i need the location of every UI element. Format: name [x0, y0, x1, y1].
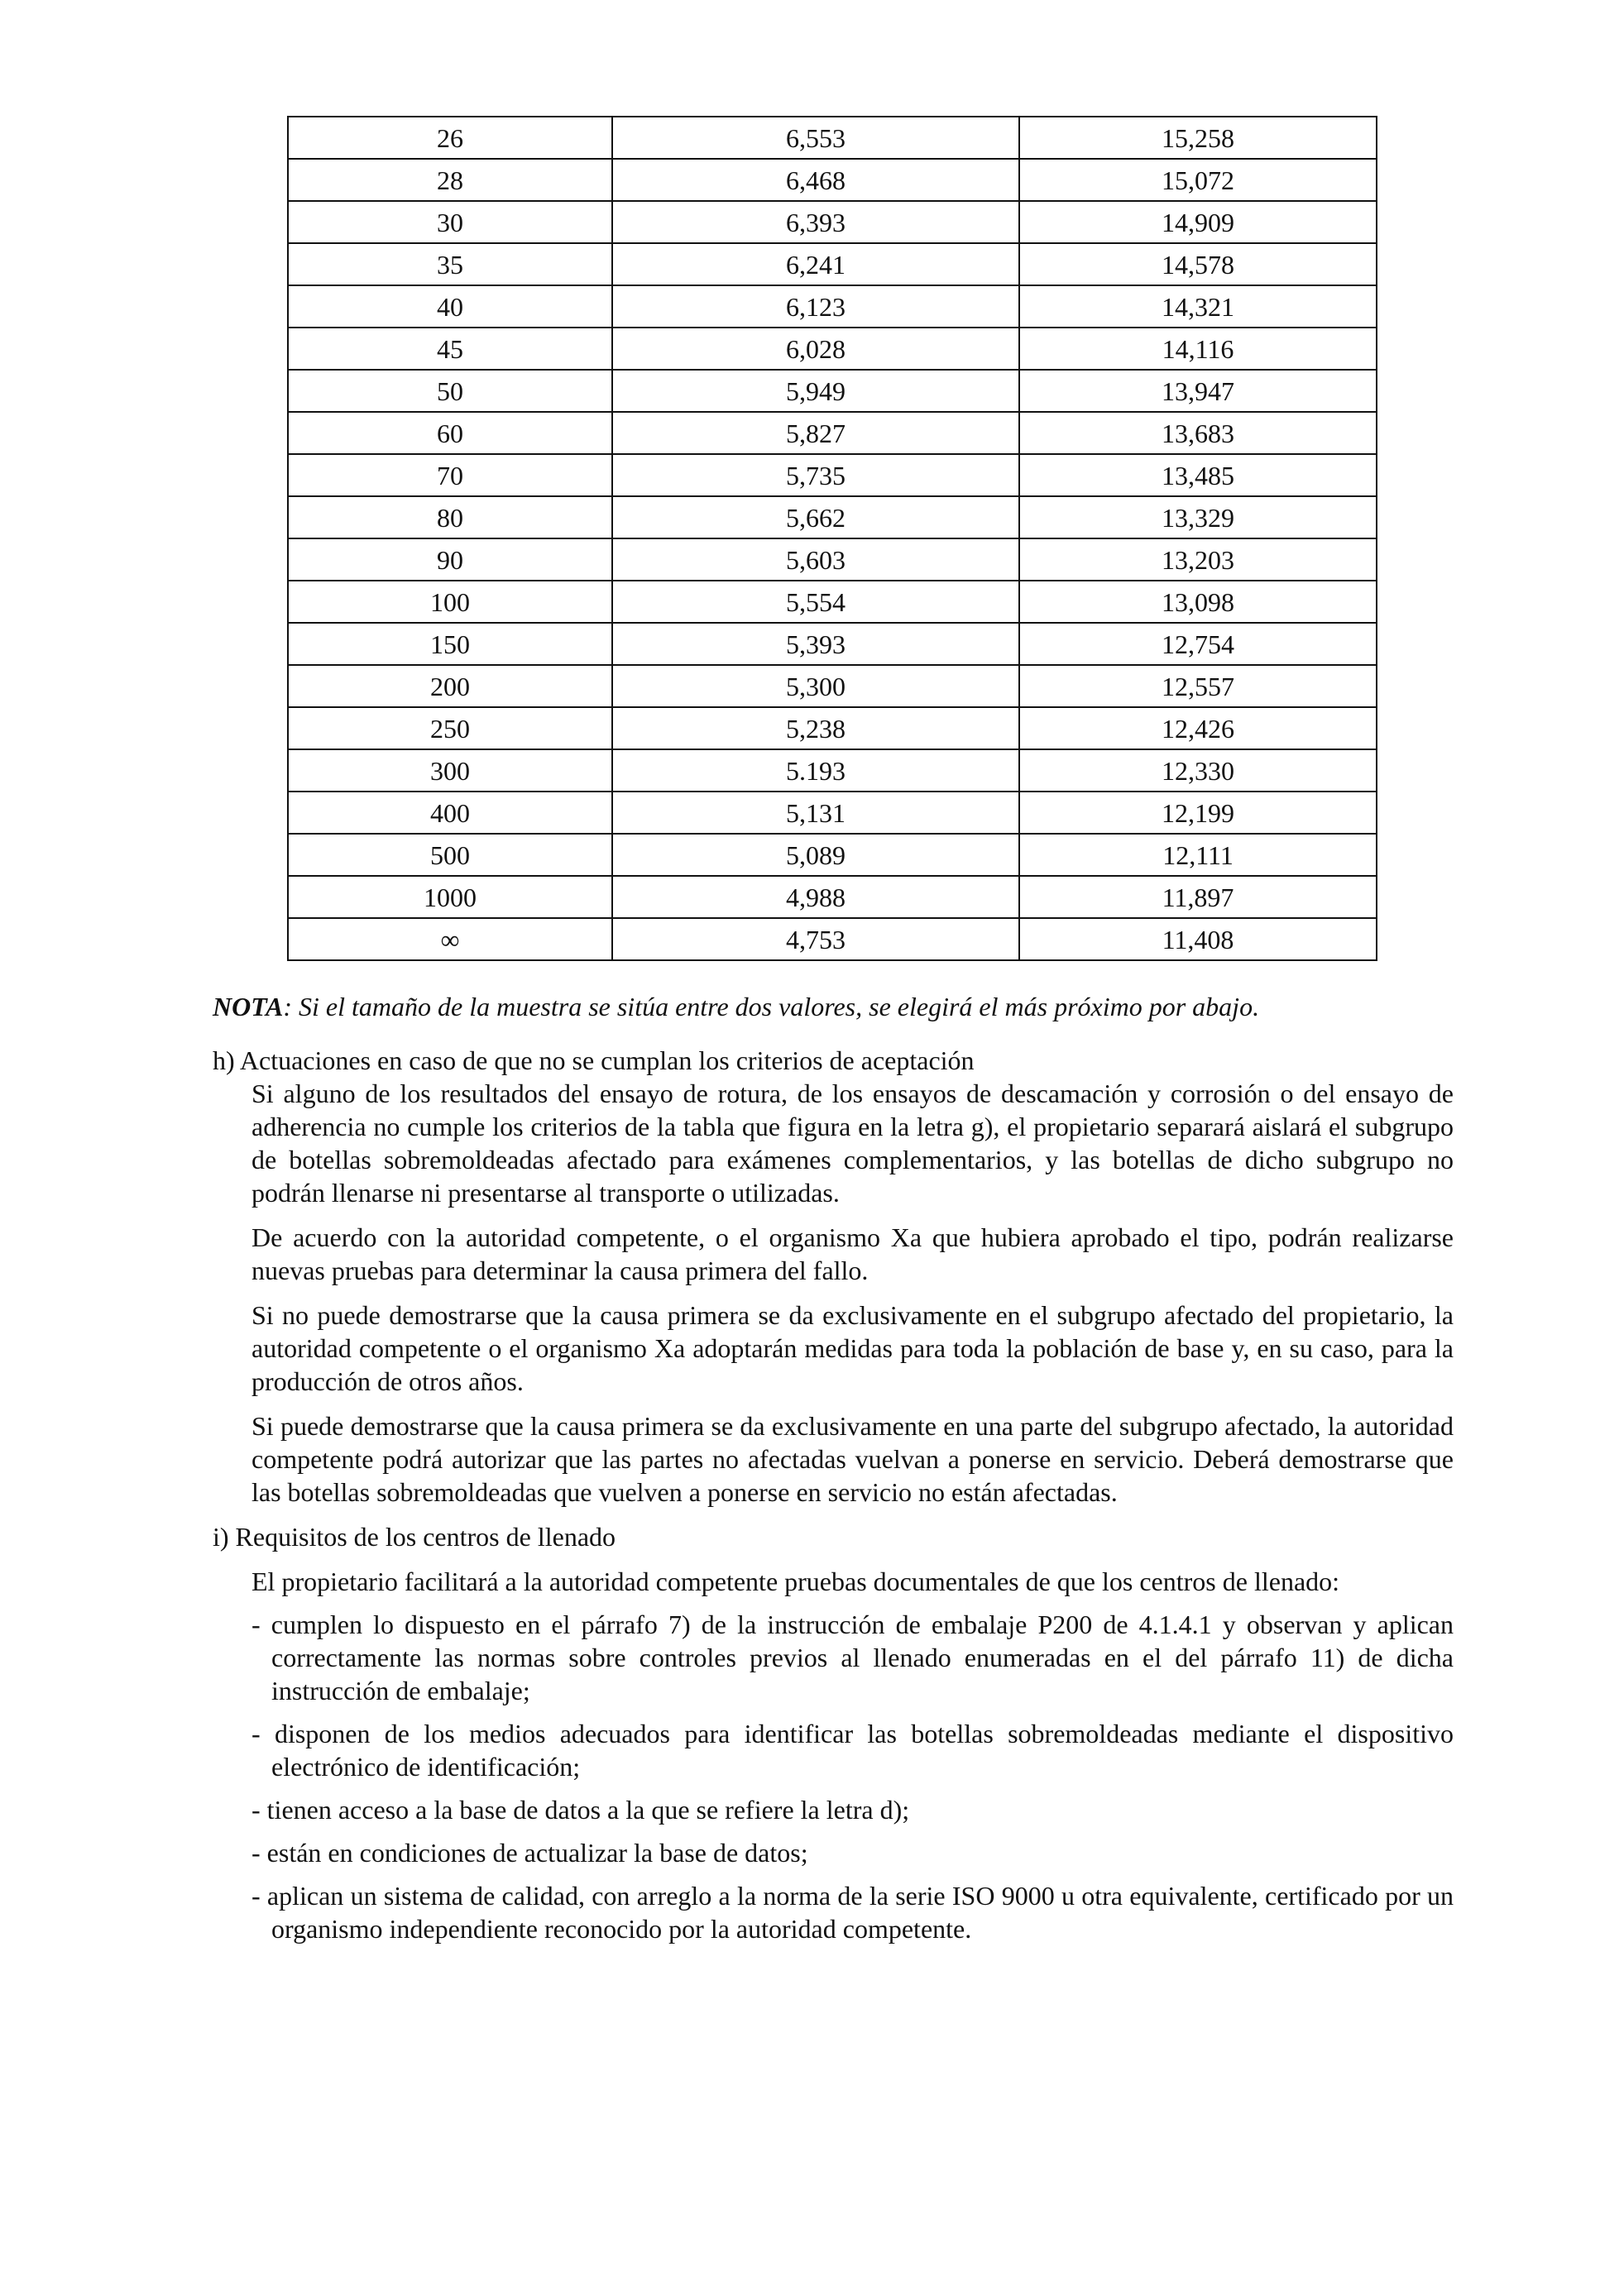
table-row	[288, 412, 1377, 454]
requirement-item: - tienen acceso a la base de datos a la que se refiere la letra d);	[252, 1795, 910, 1825]
table-cell: 14,116	[1019, 328, 1377, 370]
requirement-item: - disponen de los medios adecuados para identificar las botellas sobremoldeadas mediante el dispositivo electrónico de identificación;	[252, 1719, 1454, 1782]
table-row	[288, 117, 1377, 159]
table-row	[288, 538, 1377, 581]
table-cell: 6,468	[612, 159, 1019, 201]
table-cell: 60	[288, 412, 612, 454]
table-cell: 12,199	[1019, 792, 1377, 834]
table-row	[288, 792, 1377, 834]
table-cell: 6,028	[612, 328, 1019, 370]
table-cell: 50	[288, 370, 612, 412]
requirement-item: - cumplen lo dispuesto en el párrafo 7) de la instrucción de embalaje P200 de 4.1.4.1 y observan y aplican correctamente las normas sobre controles previos al llenado enumeradas en el del párrafo 11) de dicha instrucción de embalaje;	[252, 1610, 1454, 1705]
table-cell: 15,258	[1019, 117, 1377, 159]
table-cell: 14,909	[1019, 201, 1377, 243]
table-row	[288, 834, 1377, 876]
table-row	[288, 496, 1377, 538]
table-row	[288, 159, 1377, 201]
table-cell: 11,408	[1019, 918, 1377, 960]
table-cell: 400	[288, 792, 612, 834]
section-h-heading: h) Actuaciones en caso de que no se cumplan los criterios de aceptación	[213, 1045, 975, 1075]
table-cell: 1000	[288, 876, 612, 918]
section-h-paragraph: Si no puede demostrarse que la causa primera se da exclusivamente en el subgrupo afectado del propietario, la autoridad competente o el organismo Xa adoptarán medidas para toda la población de base y, en su caso, para la producción de otros años.	[252, 1300, 1454, 1396]
table-cell: 13,203	[1019, 538, 1377, 581]
section-h-paragraph: De acuerdo con la autoridad competente, o el organismo Xa que hubiera aprobado el tipo, podrán realizarse nuevas pruebas para determinar la causa primera del fallo.	[252, 1222, 1454, 1285]
table-row	[288, 243, 1377, 285]
table-cell: 200	[288, 665, 612, 707]
table-cell: 6,123	[612, 285, 1019, 328]
table-row	[288, 285, 1377, 328]
section-i-heading: i) Requisitos de los centros de llenado	[213, 1522, 616, 1552]
table-row	[288, 581, 1377, 623]
section-i-intro: El propietario facilitará a la autoridad competente pruebas documentales de que los centros de llenado:	[252, 1567, 1340, 1596]
table-cell: 5,827	[612, 412, 1019, 454]
values-table-body	[288, 117, 1377, 960]
table-cell: 40	[288, 285, 612, 328]
table-cell: 5,603	[612, 538, 1019, 581]
table-cell: 500	[288, 834, 612, 876]
table-cell: 13,485	[1019, 454, 1377, 496]
table-cell: 35	[288, 243, 612, 285]
body-text	[213, 1044, 1454, 1945]
table-cell: 30	[288, 201, 612, 243]
table-cell: 4,753	[612, 918, 1019, 960]
note-text: : Si el tamaño de la muestra se sitúa entre dos valores, se elegirá el más próximo por abajo.	[283, 992, 1260, 1021]
table-row	[288, 665, 1377, 707]
table-cell: 13,947	[1019, 370, 1377, 412]
table-row	[288, 918, 1377, 960]
table-row	[288, 328, 1377, 370]
note-label: NOTA	[213, 992, 284, 1021]
table-cell: 12,557	[1019, 665, 1377, 707]
requirement-item: - aplican un sistema de calidad, con arreglo a la norma de la serie ISO 9000 u otra equivalente, certificado por un organismo independiente reconocido por la autoridad competente.	[252, 1881, 1454, 1944]
table-cell: 5,238	[612, 707, 1019, 749]
table-cell: 6,553	[612, 117, 1019, 159]
table-cell: 15,072	[1019, 159, 1377, 201]
table-cell: 300	[288, 749, 612, 792]
table-cell: 5,300	[612, 665, 1019, 707]
table-cell: 13,329	[1019, 496, 1377, 538]
table-cell: 12,426	[1019, 707, 1377, 749]
table-cell: 13,683	[1019, 412, 1377, 454]
table-cell: 80	[288, 496, 612, 538]
table-cell: 100	[288, 581, 612, 623]
table-row	[288, 201, 1377, 243]
table-cell: 6,393	[612, 201, 1019, 243]
table-cell: 12,754	[1019, 623, 1377, 665]
table-cell: 5,393	[612, 623, 1019, 665]
table-row	[288, 876, 1377, 918]
table-cell: 12,330	[1019, 749, 1377, 792]
table-cell: 12,111	[1019, 834, 1377, 876]
table-cell: 5,662	[612, 496, 1019, 538]
table-cell: 250	[288, 707, 612, 749]
values-table	[287, 116, 1377, 961]
table-cell: 28	[288, 159, 612, 201]
table-cell: 14,578	[1019, 243, 1377, 285]
table-cell: 150	[288, 623, 612, 665]
table-cell: 90	[288, 538, 612, 581]
requirement-item: - están en condiciones de actualizar la base de datos;	[252, 1838, 808, 1868]
table-cell: 45	[288, 328, 612, 370]
table-cell: 6,241	[612, 243, 1019, 285]
table-row	[288, 749, 1377, 792]
table-cell: ∞	[288, 918, 612, 960]
section-h-paragraph: Si puede demostrarse que la causa primera se da exclusivamente en una parte del subgrupo afectado, la autoridad competente podrá autorizar que las partes no afectadas vuelvan a ponerse en servicio. Deberá demostrarse que las botellas sobremoldeadas que vuelven a ponerse en servicio no están afectadas.	[252, 1411, 1454, 1507]
table-cell: 5,949	[612, 370, 1019, 412]
table-cell: 26	[288, 117, 612, 159]
table-row	[288, 370, 1377, 412]
table-row	[288, 454, 1377, 496]
table-row	[288, 623, 1377, 665]
table-cell: 5.193	[612, 749, 1019, 792]
table-cell: 5,735	[612, 454, 1019, 496]
table-cell: 13,098	[1019, 581, 1377, 623]
table-cell: 5,089	[612, 834, 1019, 876]
table-row	[288, 707, 1377, 749]
table-cell: 5,131	[612, 792, 1019, 834]
table-cell: 4,988	[612, 876, 1019, 918]
section-h-paragraph: Si alguno de los resultados del ensayo de rotura, de los ensayos de descamación y corrosión o del ensayo de adherencia no cumple los criterios de la tabla que figura en la letra g), el propietario separará aislará el subgrupo de botellas sobremoldeadas afectado para exámenes complementarios, y las botellas de dicho subgrupo no podrán llenarse ni presentarse al transporte o utilizadas.	[252, 1079, 1454, 1208]
table-note	[213, 991, 1454, 1022]
table-cell: 11,897	[1019, 876, 1377, 918]
table-cell: 70	[288, 454, 612, 496]
table-cell: 14,321	[1019, 285, 1377, 328]
table-cell: 5,554	[612, 581, 1019, 623]
